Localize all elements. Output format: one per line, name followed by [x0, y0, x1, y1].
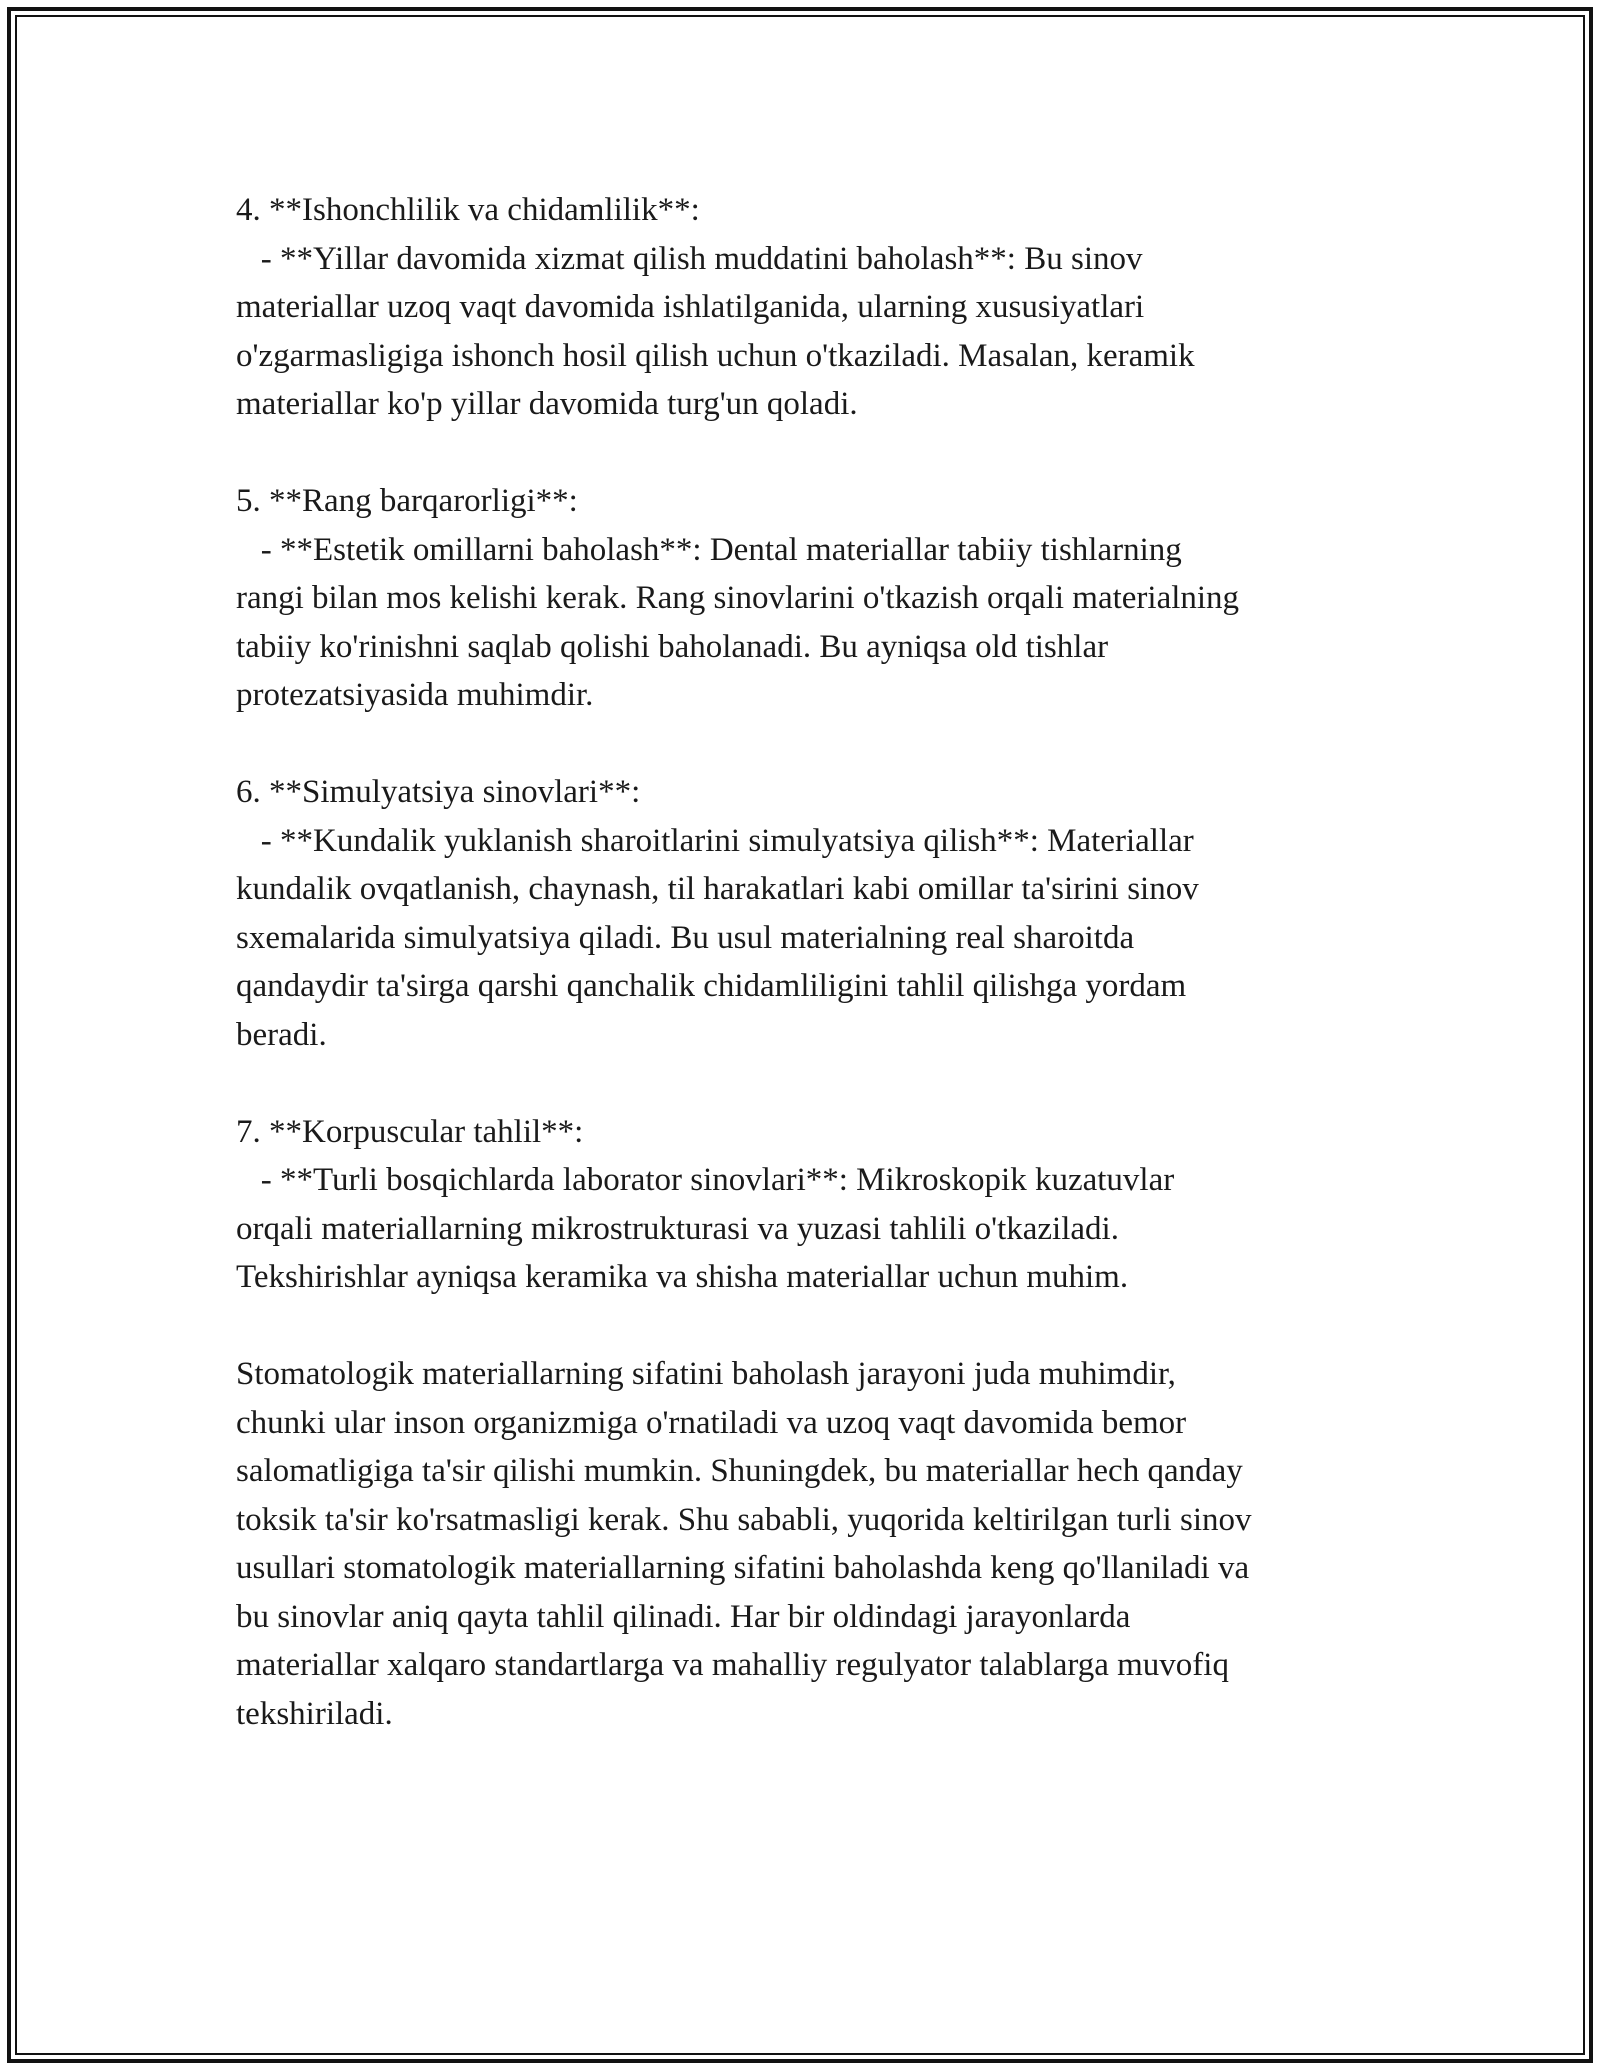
paragraph-line: materiallar xalqaro standartlarga va mahalliy regulyator talablarga muvofiq: [236, 1647, 1229, 1683]
section-heading: 5. **Rang barqarorligi**:: [236, 483, 578, 519]
paragraph-line: rangi bilan mos kelishi kerak. Rang sinovlarini o'tkazish orqali materialning: [236, 580, 1240, 616]
section-reliability: [236, 186, 1376, 429]
paragraph-line: - **Kundalik yuklanish sharoitlarini simulyatsiya qilish**: Materiallar: [236, 822, 1194, 859]
paragraph-gap: [236, 1059, 1376, 1108]
paragraph-gap: [236, 720, 1376, 769]
paragraph-gap: [236, 429, 1376, 478]
conclusion-paragraph: [236, 1350, 1376, 1738]
paragraph-line: Tekshirishlar ayniqsa keramika va shisha materiallar uchun muhim.: [236, 1259, 1129, 1295]
paragraph-line: - **Yillar davomida xizmat qilish muddatini baholash**: Bu sinov: [236, 240, 1143, 277]
document-body: [236, 186, 1376, 1738]
paragraph-line: chunki ular inson organizmiga o'rnatiladi va uzoq vaqt davomida bemor: [236, 1404, 1187, 1441]
paragraph-line: qandaydir ta'sirga qarshi qanchalik chidamliligini tahlil qilishga yordam: [236, 968, 1187, 1004]
paragraph-line: Stomatologik materiallarning sifatini baholash jarayoni juda muhimdir,: [236, 1356, 1176, 1392]
paragraph-line: tabiiy ko'rinishni saqlab qolishi baholanadi. Bu ayniqsa old tishlar: [236, 628, 1109, 665]
paragraph-line: salomatligiga ta'sir qilishi mumkin. Shuningdek, bu materiallar hech qanday: [236, 1453, 1243, 1489]
paragraph-line: sxemalarida simulyatsiya qiladi. Bu usul materialning real sharoitda: [236, 919, 1135, 956]
paragraph-line: - **Estetik omillarni baholash**: Dental materiallar tabiiy tishlarning: [236, 531, 1182, 568]
paragraph-line: materiallar ko'p yillar davomida turg'un qoladi.: [236, 386, 858, 422]
section-corpuscular-analysis: [236, 1108, 1376, 1302]
section-heading: 6. **Simulyatsiya sinovlari**:: [236, 774, 641, 810]
paragraph-line: toksik ta'sir ko'rsatmasligi kerak. Shu sababli, yuqorida keltirilgan turli sinov: [236, 1501, 1252, 1538]
section-heading: 7. **Korpuscular tahlil**:: [236, 1113, 584, 1150]
paragraph-line: protezatsiyasida muhimdir.: [236, 677, 594, 713]
paragraph-line: kundalik ovqatlanish, chaynash, til harakatlari kabi omillar ta'sirini sinov: [236, 871, 1199, 907]
paragraph-line: - **Turli bosqichlarda laborator sinovlari**: Mikroskopik kuzatuvlar: [236, 1162, 1175, 1198]
section-color-stability: [236, 477, 1376, 720]
paragraph-line: bu sinovlar aniq qayta tahlil qilinadi. Har bir oldindagi jarayonlarda: [236, 1598, 1131, 1635]
paragraph-line: usullari stomatologik materiallarning sifatini baholashda keng qo'llaniladi va: [236, 1550, 1250, 1586]
paragraph-line: beradi.: [236, 1016, 327, 1053]
section-heading: 4. **Ishonchlilik va chidamlilik**:: [236, 192, 700, 228]
section-simulation-tests: [236, 768, 1376, 1059]
paragraph-line: materiallar uzoq vaqt davomida ishlatilganida, ularning xususiyatlari: [236, 289, 1145, 325]
paragraph-line: o'zgarmasligiga ishonch hosil qilish uchun o'tkaziladi. Masalan, keramik: [236, 337, 1195, 374]
paragraph-line: orqali materiallarning mikrostrukturasi va yuzasi tahlili o'tkaziladi.: [236, 1210, 1119, 1247]
paragraph-gap: [236, 1302, 1376, 1351]
paragraph-line: tekshiriladi.: [236, 1695, 393, 1732]
